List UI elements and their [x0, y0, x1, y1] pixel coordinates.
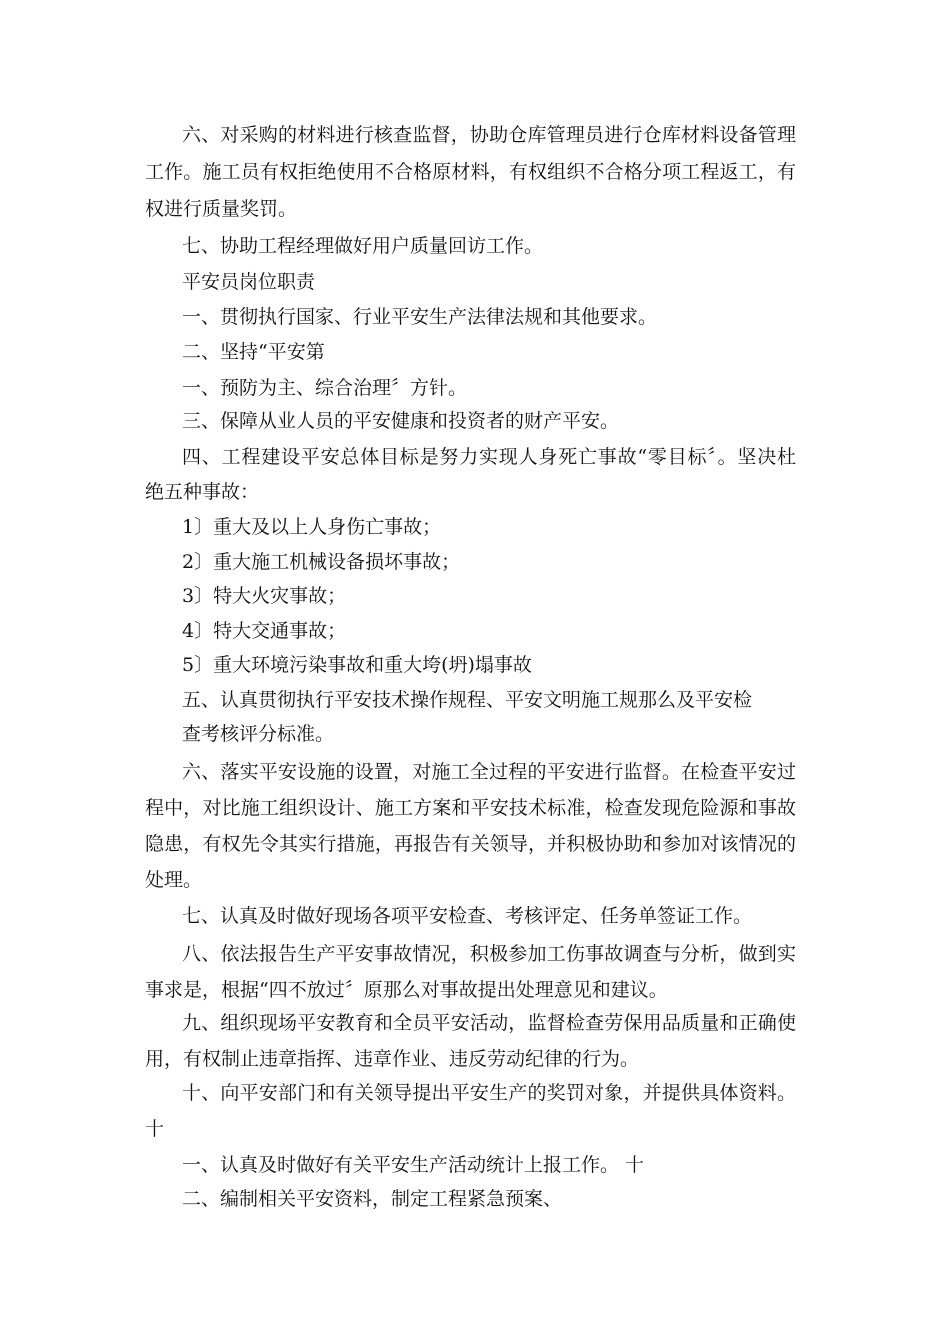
paragraph-line: 一、预防为主、综合治理〞方针。 — [182, 377, 468, 399]
paragraph-line: 六、落实平安设施的设置，对施工全过程的平安进行监督。在检查平安过 — [182, 761, 796, 783]
list-item: 4〕特大交通事故； — [182, 620, 347, 642]
paragraph-line: 一、认真及时做好有关平安生产活动统计上报工作。 十 — [182, 1154, 645, 1176]
paragraph-line: 用，有权制止违章指挥、违章作业、违反劳动纪律的行为。 — [145, 1048, 640, 1070]
paragraph-line: 权进行质量奖罚。 — [145, 198, 298, 220]
paragraph-line: 二、坚持“平安第 — [182, 341, 325, 363]
section-heading: 平安员岗位职责 — [182, 271, 316, 293]
paragraph-line: 程中，对比施工组织设计、施工方案和平安技术标准，检查发现危险源和事故 — [145, 797, 796, 819]
paragraph-line: 隐患，有权先令其实行措施，再报告有关领导，并积极协助和参加对该情况的 — [145, 833, 796, 855]
paragraph-line: 查考核评分标准。 — [182, 723, 335, 745]
list-item: 1〕重大及以上人身伤亡事故； — [182, 516, 442, 538]
list-item: 2〕重大施工机械设备损坏事故； — [182, 551, 461, 573]
paragraph-line: 事求是，根据“四不放过〞原那么对事故提出处理意见和建议。 — [145, 979, 668, 1001]
paragraph-line: 一、贯彻执行国家、行业平安生产法律法规和其他要求。 — [182, 306, 658, 328]
paragraph-line: 十 — [145, 1118, 165, 1140]
paragraph-line: 五、认真贯彻执行平安技术操作规程、平安文明施工规那么及平安检 — [182, 689, 753, 711]
paragraph-line: 三、保障从业人员的平安健康和投资者的财产平安。 — [182, 410, 620, 432]
paragraph-line: 九、组织现场平安教育和全员平安活动，监督检查劳保用品质量和正确使 — [182, 1012, 796, 1034]
paragraph-line: 八、依法报告生产平安事故情况，积极参加工伤事故调查与分析，做到实 — [182, 943, 796, 965]
paragraph-line: 工作。施工员有权拒绝使用不合格原材料，有权组织不合格分项工程返工，有 — [145, 161, 796, 183]
paragraph-line: 七、认真及时做好现场各项平安检查、考核评定、任务单签证工作。 — [182, 905, 753, 927]
paragraph-line: 处理。 — [145, 869, 203, 891]
paragraph-line: 绝五种事故： — [145, 481, 260, 503]
list-item: 5〕重大环境污染事故和重大垮(坍)塌事故 — [182, 654, 532, 676]
paragraph-line: 七、协助工程经理做好用户质量回访工作。 — [182, 235, 544, 257]
paragraph-line: 十、向平安部门和有关领导提出平安生产的奖罚对象，并提供具体资料。 — [182, 1082, 796, 1104]
paragraph-line: 四、工程建设平安总体目标是努力实现人身死亡事故“零目标〞。坚决杜 — [182, 446, 796, 468]
list-item: 3〕特大火灾事故； — [182, 585, 347, 607]
paragraph-line: 六、对采购的材料进行核查监督，协助仓库管理员进行仓库材料设备管理 — [182, 124, 796, 146]
paragraph-line: 二、编制相关平安资料，制定工程紧急预案、 — [182, 1188, 563, 1210]
